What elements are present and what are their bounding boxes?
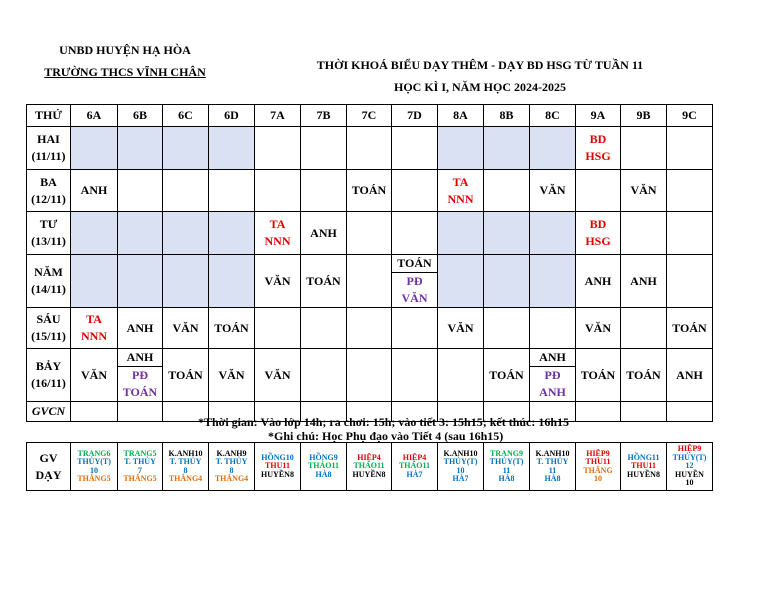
teacher-entry: HUYỀN8 — [261, 469, 294, 479]
day-date: (13/11) — [31, 234, 66, 248]
cell — [438, 349, 484, 402]
class-header: 9A — [576, 105, 621, 127]
corner-header: THỨ — [27, 105, 71, 127]
cell — [209, 170, 255, 212]
cell — [484, 127, 530, 170]
cell: TOÁN — [301, 255, 347, 308]
teacher-cell — [576, 443, 621, 491]
cell — [209, 212, 255, 255]
class-header: 6C — [163, 105, 209, 127]
cell: TOÁN — [347, 170, 392, 212]
teacher-entry: T. THỦY — [169, 457, 202, 466]
cell — [530, 349, 576, 402]
teacher-entry: 10 — [90, 465, 98, 475]
teacher-entry: THẢO11 — [353, 461, 385, 471]
day-row-hai — [27, 127, 713, 170]
cell — [392, 308, 438, 349]
cell — [484, 255, 530, 308]
cell-text: BD — [589, 132, 607, 146]
class-header: 8A — [438, 105, 484, 127]
cell — [621, 127, 667, 170]
teacher-entry: THỦY(T) — [672, 452, 707, 462]
cell — [530, 255, 576, 308]
teacher-cell — [484, 443, 530, 491]
day-name: TƯ — [39, 217, 58, 231]
class-header: 6D — [209, 105, 255, 127]
cell — [71, 255, 118, 308]
teacher-entry: THẮNG5 — [123, 474, 157, 483]
cell — [118, 255, 163, 308]
cell-text: NNN — [447, 191, 474, 206]
teacher-entry: 7 — [138, 465, 142, 475]
cell — [71, 212, 118, 255]
class-header: 7C — [347, 105, 392, 127]
teacher-entry: TRANG6 — [77, 448, 111, 458]
cell-text: TA — [269, 217, 286, 231]
school-district: UNBD HUYỆN HẠ HÒA — [59, 43, 191, 57]
cell — [392, 349, 438, 402]
cell — [392, 255, 438, 308]
teacher-entry: 10 — [456, 465, 465, 475]
class-header: 8C — [530, 105, 576, 127]
cell — [347, 127, 392, 170]
teacher-entry: THU11 — [265, 461, 290, 471]
cell — [347, 255, 392, 308]
teacher-entry: HIỆP9 — [586, 448, 610, 458]
cell — [667, 212, 713, 255]
class-header: 7B — [301, 105, 347, 127]
teacher-entry: 11 — [548, 465, 557, 475]
teacher-entry: HÀ8 — [315, 469, 332, 479]
teacher-label — [27, 443, 71, 491]
day-row-tu — [27, 212, 713, 255]
day-name: NĂM — [34, 265, 63, 279]
remark-note: *Ghi chú: Học Phụ đạo vào Tiết 4 (sau 16h15) — [268, 429, 504, 443]
cell — [163, 127, 209, 170]
time-note: *Thời gian: Vào lớp 14h; ra chơi: 15h; vào tiết 3: 15h15; kết thúc: 16h15 — [198, 415, 570, 429]
cell — [392, 170, 438, 212]
day-name: HAI — [37, 132, 60, 146]
teacher-cell — [255, 443, 301, 491]
day-row-bay — [27, 349, 713, 402]
cell — [118, 402, 163, 422]
cell — [163, 255, 209, 308]
teacher-entry: 12 — [685, 461, 694, 471]
cell — [301, 170, 347, 212]
cell-text: PĐ — [406, 274, 423, 288]
cell — [209, 255, 255, 308]
teacher-entry: K.ANH9 — [216, 448, 247, 458]
cell-text: TOÁN — [392, 255, 437, 273]
teacher-row — [27, 443, 713, 491]
cell — [621, 402, 667, 422]
day-label — [27, 349, 71, 402]
cell — [438, 170, 484, 212]
cell — [255, 170, 301, 212]
teacher-entry: T. THỦY — [215, 457, 248, 466]
cell — [255, 127, 301, 170]
cell — [163, 212, 209, 255]
teacher-cell — [621, 443, 667, 491]
cell — [347, 349, 392, 402]
cell — [667, 402, 713, 422]
cell — [301, 308, 347, 349]
cell — [392, 127, 438, 170]
cell: ANH — [576, 255, 621, 308]
teacher-cell — [667, 443, 713, 491]
teacher-entry: THẮNG4 — [168, 474, 203, 483]
teacher-entry: HÀ7 — [406, 469, 423, 479]
cell — [347, 308, 392, 349]
teacher-entry: THẢO11 — [398, 461, 431, 471]
gvcn-label: GVCN — [27, 402, 71, 422]
day-date: (14/11) — [31, 282, 66, 296]
cell-text: ANH — [539, 385, 566, 399]
cell-text: HSG — [585, 149, 611, 163]
cell: VĂN — [255, 255, 301, 308]
cell — [438, 212, 484, 255]
day-row-ba — [27, 170, 713, 212]
class-header: 6A — [71, 105, 118, 127]
teacher-entry: HÀ8 — [544, 474, 561, 483]
cell — [255, 308, 301, 349]
teacher-entry: HỒNG10 — [261, 452, 294, 462]
teacher-entry: THỦY(T) — [77, 457, 111, 466]
day-name: SÁU — [36, 312, 61, 326]
cell: TOÁN — [576, 349, 621, 402]
cell — [438, 255, 484, 308]
cell-text: TA — [86, 312, 102, 326]
day-date: (16/11) — [31, 376, 66, 390]
cell — [530, 127, 576, 170]
cell — [71, 402, 118, 422]
school-name: TRƯỜNG THCS VĨNH CHÂN — [44, 65, 206, 79]
cell — [576, 170, 621, 212]
teacher-entry: T. THỦY — [124, 457, 156, 466]
teacher-entry: THỦY(T) — [443, 457, 478, 466]
cell: TOÁN — [209, 308, 255, 349]
cell: ANH — [71, 170, 118, 212]
cell — [484, 308, 530, 349]
cell — [530, 308, 576, 349]
cell-text: PĐ — [132, 368, 148, 382]
cell — [667, 170, 713, 212]
header-row — [27, 105, 713, 127]
cell: TOÁN — [621, 349, 667, 402]
cell: ANH — [621, 255, 667, 308]
day-label — [27, 127, 71, 170]
cell — [576, 127, 621, 170]
teacher-entry: THẮNG4 — [214, 474, 249, 483]
class-header: 8B — [484, 105, 530, 127]
cell — [71, 127, 118, 170]
teacher-entry: HIỆP9 — [677, 444, 702, 454]
teacher-entry: THẮNG — [583, 465, 613, 475]
teacher-entry: HỒNG9 — [309, 452, 338, 462]
day-label — [27, 308, 71, 349]
cell-text: ANH — [530, 349, 575, 367]
cell — [118, 170, 163, 212]
cell — [301, 349, 347, 402]
day-name: BẢY — [35, 359, 62, 373]
teacher-label-line: GV — [39, 450, 58, 465]
cell — [71, 308, 118, 349]
day-name: BA — [40, 174, 57, 189]
cell: ANH — [301, 212, 347, 255]
teacher-entry: 8 — [229, 465, 234, 475]
day-row-nam — [27, 255, 713, 308]
cell: TOÁN — [484, 349, 530, 402]
cell: VĂN — [71, 349, 118, 402]
day-date: (15/11) — [31, 329, 66, 343]
cell — [576, 402, 621, 422]
teacher-cell — [301, 443, 347, 491]
teacher-entry: THẢO11 — [307, 461, 340, 471]
cell-text: TA — [452, 174, 469, 189]
teacher-entry: HUYỀN8 — [627, 469, 660, 479]
timetable — [26, 104, 713, 422]
teacher-cell — [530, 443, 576, 491]
teacher-entry: HIỆP4 — [402, 452, 427, 462]
cell — [530, 212, 576, 255]
class-header: 7A — [255, 105, 301, 127]
class-header: 6B — [118, 105, 163, 127]
day-date: (11/11) — [31, 149, 66, 163]
teacher-label-line: DẠY — [35, 467, 62, 482]
teacher-cell — [392, 443, 438, 491]
class-header: 9C — [667, 105, 713, 127]
cell — [163, 170, 209, 212]
cell-text: HSG — [585, 234, 611, 248]
teacher-entry: K.ANH10 — [443, 448, 478, 458]
day-label — [27, 255, 71, 308]
teacher-entry: 10 — [594, 474, 602, 483]
cell: VĂN — [163, 308, 209, 349]
cell: VĂN — [209, 349, 255, 402]
cell — [118, 127, 163, 170]
cell: TOÁN — [163, 349, 209, 402]
cell — [621, 308, 667, 349]
cell — [392, 212, 438, 255]
page-title: THỜI KHOÁ BIỂU DẠY THÊM - DẠY BD HSG TỪ TUẦN 11 — [316, 58, 644, 72]
cell: TOÁN — [667, 308, 713, 349]
teacher-cell — [163, 443, 209, 491]
cell — [667, 255, 713, 308]
cell: VĂN — [621, 170, 667, 212]
cell — [484, 212, 530, 255]
cell — [118, 212, 163, 255]
teacher-entry: K.ANH10 — [535, 448, 570, 458]
teacher-entry: THỦY(T) — [489, 457, 524, 466]
day-label — [27, 170, 71, 212]
teacher-entry: HÀ8 — [498, 474, 515, 483]
cell: ANH — [667, 349, 713, 402]
teacher-entry: THU11 — [631, 461, 656, 471]
teacher-entry: HUYỀN — [675, 469, 704, 479]
teacher-cell — [71, 443, 118, 491]
day-date: (12/11) — [31, 191, 66, 206]
cell — [347, 212, 392, 255]
teacher-entry: HUYỀN8 — [352, 469, 386, 479]
cell-text: NNN — [81, 329, 107, 343]
teacher-entry: 10 — [685, 478, 694, 488]
cell: VĂN — [530, 170, 576, 212]
cell: VĂN — [576, 308, 621, 349]
teacher-entry: HÀ7 — [452, 474, 469, 483]
cell — [209, 127, 255, 170]
teacher-entry: TRANG9 — [490, 448, 523, 458]
teacher-cell — [118, 443, 163, 491]
cell-text: NNN — [264, 234, 291, 248]
cell-text: VĂN — [401, 291, 428, 305]
cell: VĂN — [255, 349, 301, 402]
cell — [621, 212, 667, 255]
teacher-entry: 8 — [183, 465, 188, 475]
cell — [576, 212, 621, 255]
cell — [438, 127, 484, 170]
cell: VĂN — [438, 308, 484, 349]
teacher-entry: THU11 — [585, 457, 611, 466]
teacher-entry: THẮNG5 — [77, 474, 111, 483]
teacher-entry: 11 — [502, 465, 511, 475]
page-subtitle: HỌC KÌ I, NĂM HỌC 2024-2025 — [394, 80, 566, 94]
cell — [255, 212, 301, 255]
day-row-sau — [27, 308, 713, 349]
cell-text: TOÁN — [122, 385, 158, 399]
teacher-cell — [209, 443, 255, 491]
teacher-table — [26, 442, 713, 491]
cell-text: PĐ — [544, 368, 561, 382]
class-header: 9B — [621, 105, 667, 127]
class-header: 7D — [392, 105, 438, 127]
teacher-entry: TRANG5 — [123, 448, 157, 458]
cell — [301, 127, 347, 170]
teacher-cell — [347, 443, 392, 491]
teacher-entry: HỒNG11 — [627, 452, 660, 462]
teacher-entry: HIỆP4 — [357, 452, 381, 462]
day-label — [27, 212, 71, 255]
teacher-entry: K.ANH10 — [168, 448, 203, 458]
cell — [484, 170, 530, 212]
cell — [118, 349, 163, 402]
cell-text: BD — [589, 217, 607, 231]
cell-text: ANH — [118, 349, 162, 367]
cell — [667, 127, 713, 170]
cell: ANH — [118, 308, 163, 349]
teacher-entry: T. THỦY — [536, 457, 569, 466]
teacher-cell — [438, 443, 484, 491]
